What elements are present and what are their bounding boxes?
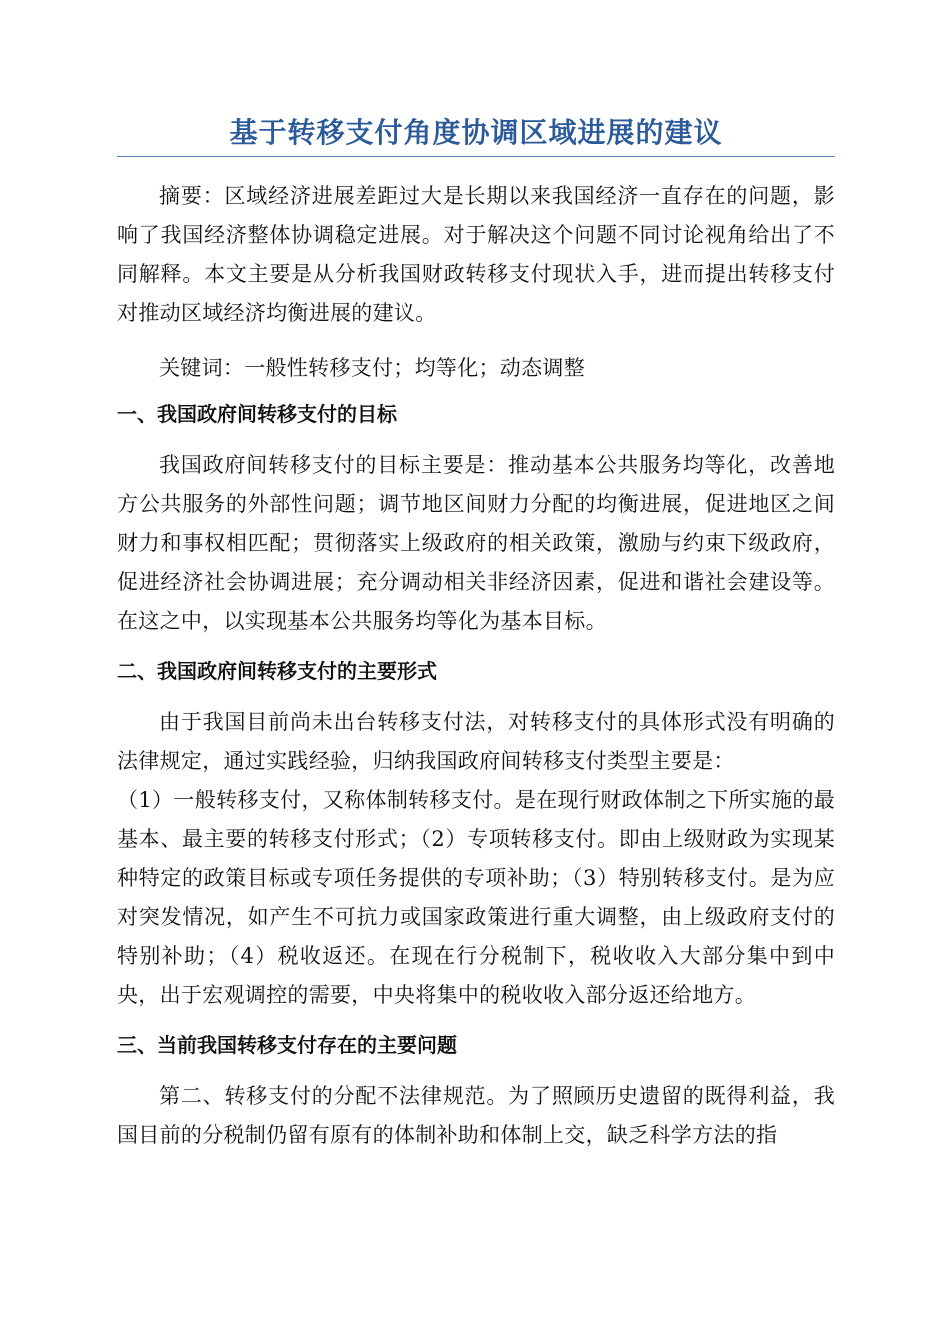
- section-2-list-paragraph: （1）一般转移支付，又称体制转移支付。是在现行财政体制之下所实施的最基本、最主要的转移支付形式；（2）专项转移支付。即由上级财政为实现某种特定的政策目标或专项任务提供的专项补助；（3）特别转移支付。是为应对突发情况，如产生不可抗力或国家政策进行重大调整，由上级政府支付的特别补助；（4）税收返还。在现在行分税制下，税收收入大部分集中到中央，出于宏观调控的需要，中央将集中的税收收入部分返还给地方。: [117, 788, 835, 1007]
- section-heading-3: 三、当前我国转移支付存在的主要问题: [117, 1033, 457, 1057]
- document-page: [117, 110, 835, 1155]
- section-2-paragraph: 由于我国目前尚未出台转移支付法，对转移支付的具体形式没有明确的法律规定，通过实践经验，归纳我国政府间转移支付类型主要是：: [117, 710, 835, 773]
- section-1-paragraph: 我国政府间转移支付的目标主要是：推动基本公共服务均等化，改善地方公共服务的外部性问题；调节地区间财力分配的均衡进展，促进地区之间财力和事权相匹配；贯彻落实上级政府的相关政策，激励与约束下级政府，促进经济社会协调进展；充分调动相关非经济因素，促进和谐社会建设等。在这之中，以实现基本公共服务均等化为基本目标。: [117, 453, 835, 633]
- title-underline: [117, 156, 835, 157]
- abstract-paragraph: 摘要：区域经济进展差距过大是长期以来我国经济一直存在的问题，影响了我国经济整体协调稳定进展。对于解决这个问题不同讨论视角给出了不同解释。本文主要是从分析我国财政转移支付现状入手，进而提出转移支付对推动区域经济均衡进展的建议。: [117, 184, 835, 325]
- keywords-paragraph: 关键词：一般性转移支付；均等化；动态调整: [159, 356, 585, 380]
- section-3-paragraph: 第二、转移支付的分配不法律规范。为了照顾历史遗留的既得利益，我国目前的分税制仍留有原有的体制补助和体制上交，缺乏科学方法的指: [117, 1084, 835, 1147]
- section-heading-1: 一、我国政府间转移支付的目标: [117, 402, 397, 426]
- document-title: 基于转移支付角度协调区域进展的建议: [229, 116, 723, 149]
- section-heading-2: 二、我国政府间转移支付的主要形式: [117, 659, 437, 683]
